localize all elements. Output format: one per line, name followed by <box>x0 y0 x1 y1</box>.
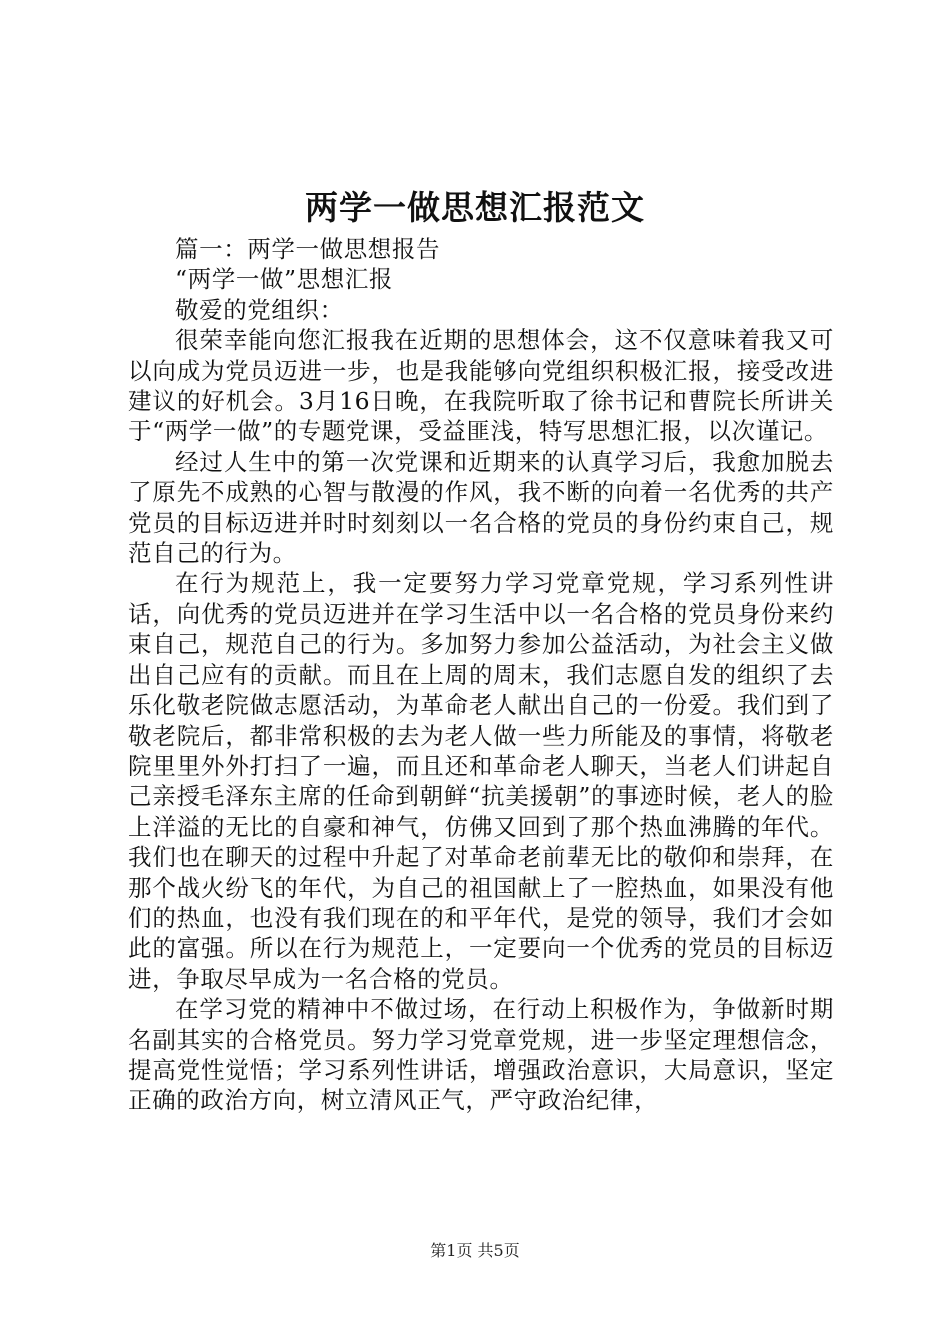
paragraph: 在行为规范上，我一定要努力学习党章党规，学习系列性讲话，向优秀的党员迈进并在学习生活中以一名合格的党员身份来约束自己，规范自己的行为。多加努力参加公益活动，为社会主义做出自己应有的贡献。而且在上周的周末，我们志愿自发的组织了去乐化敬老院做志愿活动，为革命老人献出自己的一份爱。我们到了敬老院后，都非常积极的去为老人做一些力所能及的事情，将敬老院里里外外打扫了一遍，而且还和革命老人聊天，当老人们讲起自己亲授毛泽东主席的任命到朝鲜“抗美援朝”的事迹时候，老人的脸上洋溢的无比的自豪和神气，仿佛又回到了那个热血沸腾的年代。我们也在聊天的过程中升起了对革命老前辈无比的敬仰和崇拜，在那个战火纷飞的年代，为自己的祖国献上了一腔热血，如果没有他们的热血，也没有我们现在的和平年代，是党的领导，我们才会如此的富强。所以在行为规范上，一定要向一个优秀的党员的目标迈进，争取尽早成为一名合格的党员。 <box>128 569 834 993</box>
salutation: 敬爱的党组织： <box>175 295 344 324</box>
paragraph: 在学习党的精神中不做过场，在行动上积极作为，争做新时期名副其实的合格党员。努力学习党章党规，进一步坚定理想信念，提高党性觉悟；学习系列性讲话，增强政治意识，大局意识，坚定正确的政治方向，树立清风正气，严守政治纪律， <box>128 995 834 1115</box>
paragraph: 经过人生中的第一次党课和近期来的认真学习后，我愈加脱去了原先不成熟的心智与散漫的作风，我不断的向着一名优秀的共产党员的目标迈进并时时刻刻以一名合格的党员的身份约束自己，规范自己的行为。 <box>128 447 834 568</box>
report-subtitle: “两学一做”思想汇报 <box>175 265 394 294</box>
document-title: 两学一做思想汇报范文 <box>305 188 645 227</box>
page-number-footer: 第1页 共5页 <box>430 1241 520 1260</box>
section-heading: 篇一：两学一做思想报告 <box>175 235 441 263</box>
paragraph: 很荣幸能向您汇报我在近期的思想体会，这不仅意味着我又可以向成为党员迈进一步，也是我能够向党组织积极汇报，接受改进建议的好机会。3月16日晚，在我院听取了徐书记和曹院长所讲关于“两学一做”的专题党课，受益匪浅，特写思想汇报，以次谨记。 <box>128 326 834 446</box>
document-body <box>128 234 834 1116</box>
